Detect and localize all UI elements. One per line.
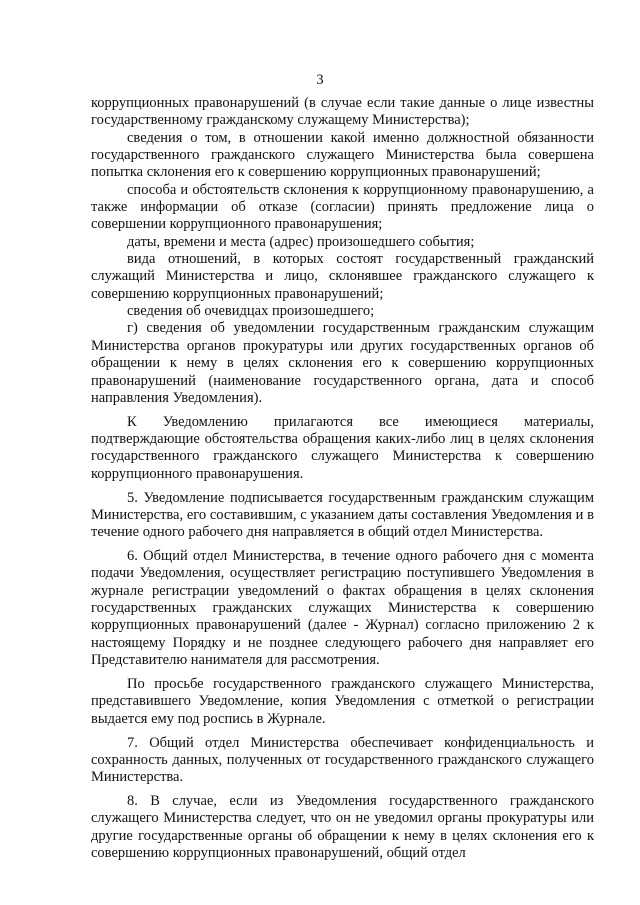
paragraph: г) сведения об уведомлении государственным гражданским служащим Министерства органов прокуратуры или других государственных органов об обращении к нему в целях склонения его к совершению коррупционных правонарушений (наименование государственного органа, дата и способ направления Уведомления). <box>91 320 594 406</box>
paragraph: По просьбе государственного гражданского служащего Министерства, представившего Уведомление, копия Уведомления с отметкой о регистрации выдается ему под роспись в Журнале. <box>91 676 594 727</box>
paragraph: 6. Общий отдел Министерства, в течение одного рабочего дня с момента подачи Уведомления, осуществляет регистрацию поступившего Уведомления в журнале регистрации уведомлений о фактах обращения в целях склонения государственных гражданских служащих Министерства к совершению коррупционных правонарушений (далее - Журнал) согласно приложению 2 к настоящему Порядку и не позднее следующего рабочего дня направляет его Представителю нанимателя для рассмотрения. <box>91 548 594 669</box>
paragraph: 7. Общий отдел Министерства обеспечивает конфиденциальность и сохранность данных, полученных от государственного гражданского служащего Министерства. <box>91 734 594 786</box>
paragraph: даты, времени и места (адрес) произошедшего события; <box>127 233 475 250</box>
document-body <box>91 95 594 862</box>
paragraph: сведения об очевидцах произошедшего; <box>127 303 375 320</box>
paragraph: вида отношений, в которых состоят государственный гражданский служащий Министерства и лицо, склонявшее гражданского служащего к совершению коррупционных правонарушений; <box>91 251 594 302</box>
paragraph: коррупционных правонарушений (в случае если такие данные о лице известны государственному гражданскому служащему Министерства); <box>91 95 594 129</box>
paragraph: сведения о том, в отношении какой именно должностной обязанности государственного гражданского служащего Министерства была совершена попытка склонения его к совершению коррупционных правонарушений; <box>91 129 594 181</box>
paragraph: 5. Уведомление подписывается государственным гражданским служащим Министерства, его составившим, с указанием даты составления Уведомления и в течение одного рабочего дня направляется в общий отдел Министерства. <box>91 489 594 541</box>
paragraph: 8. В случае, если из Уведомления государственного гражданского служащего Министерства следует, что он не уведомил органы прокуратуры или другие государственные органы об обращении к нему в целях склонения его к совершению коррупционных правонарушений, общий отдел <box>91 793 594 862</box>
paragraph: способа и обстоятельств склонения к коррупционному правонарушению, а также информации об отказе (согласии) принять предложение лица о совершении коррупционного правонарушения; <box>91 181 594 233</box>
paragraph: К Уведомлению прилагаются все имеющиеся материалы, подтверждающие обстоятельства обращения каких-либо лиц в целях склонения государственного гражданского служащего Министерства к совершению коррупционного правонарушения. <box>91 413 594 482</box>
page-number: 3 <box>316 72 324 88</box>
